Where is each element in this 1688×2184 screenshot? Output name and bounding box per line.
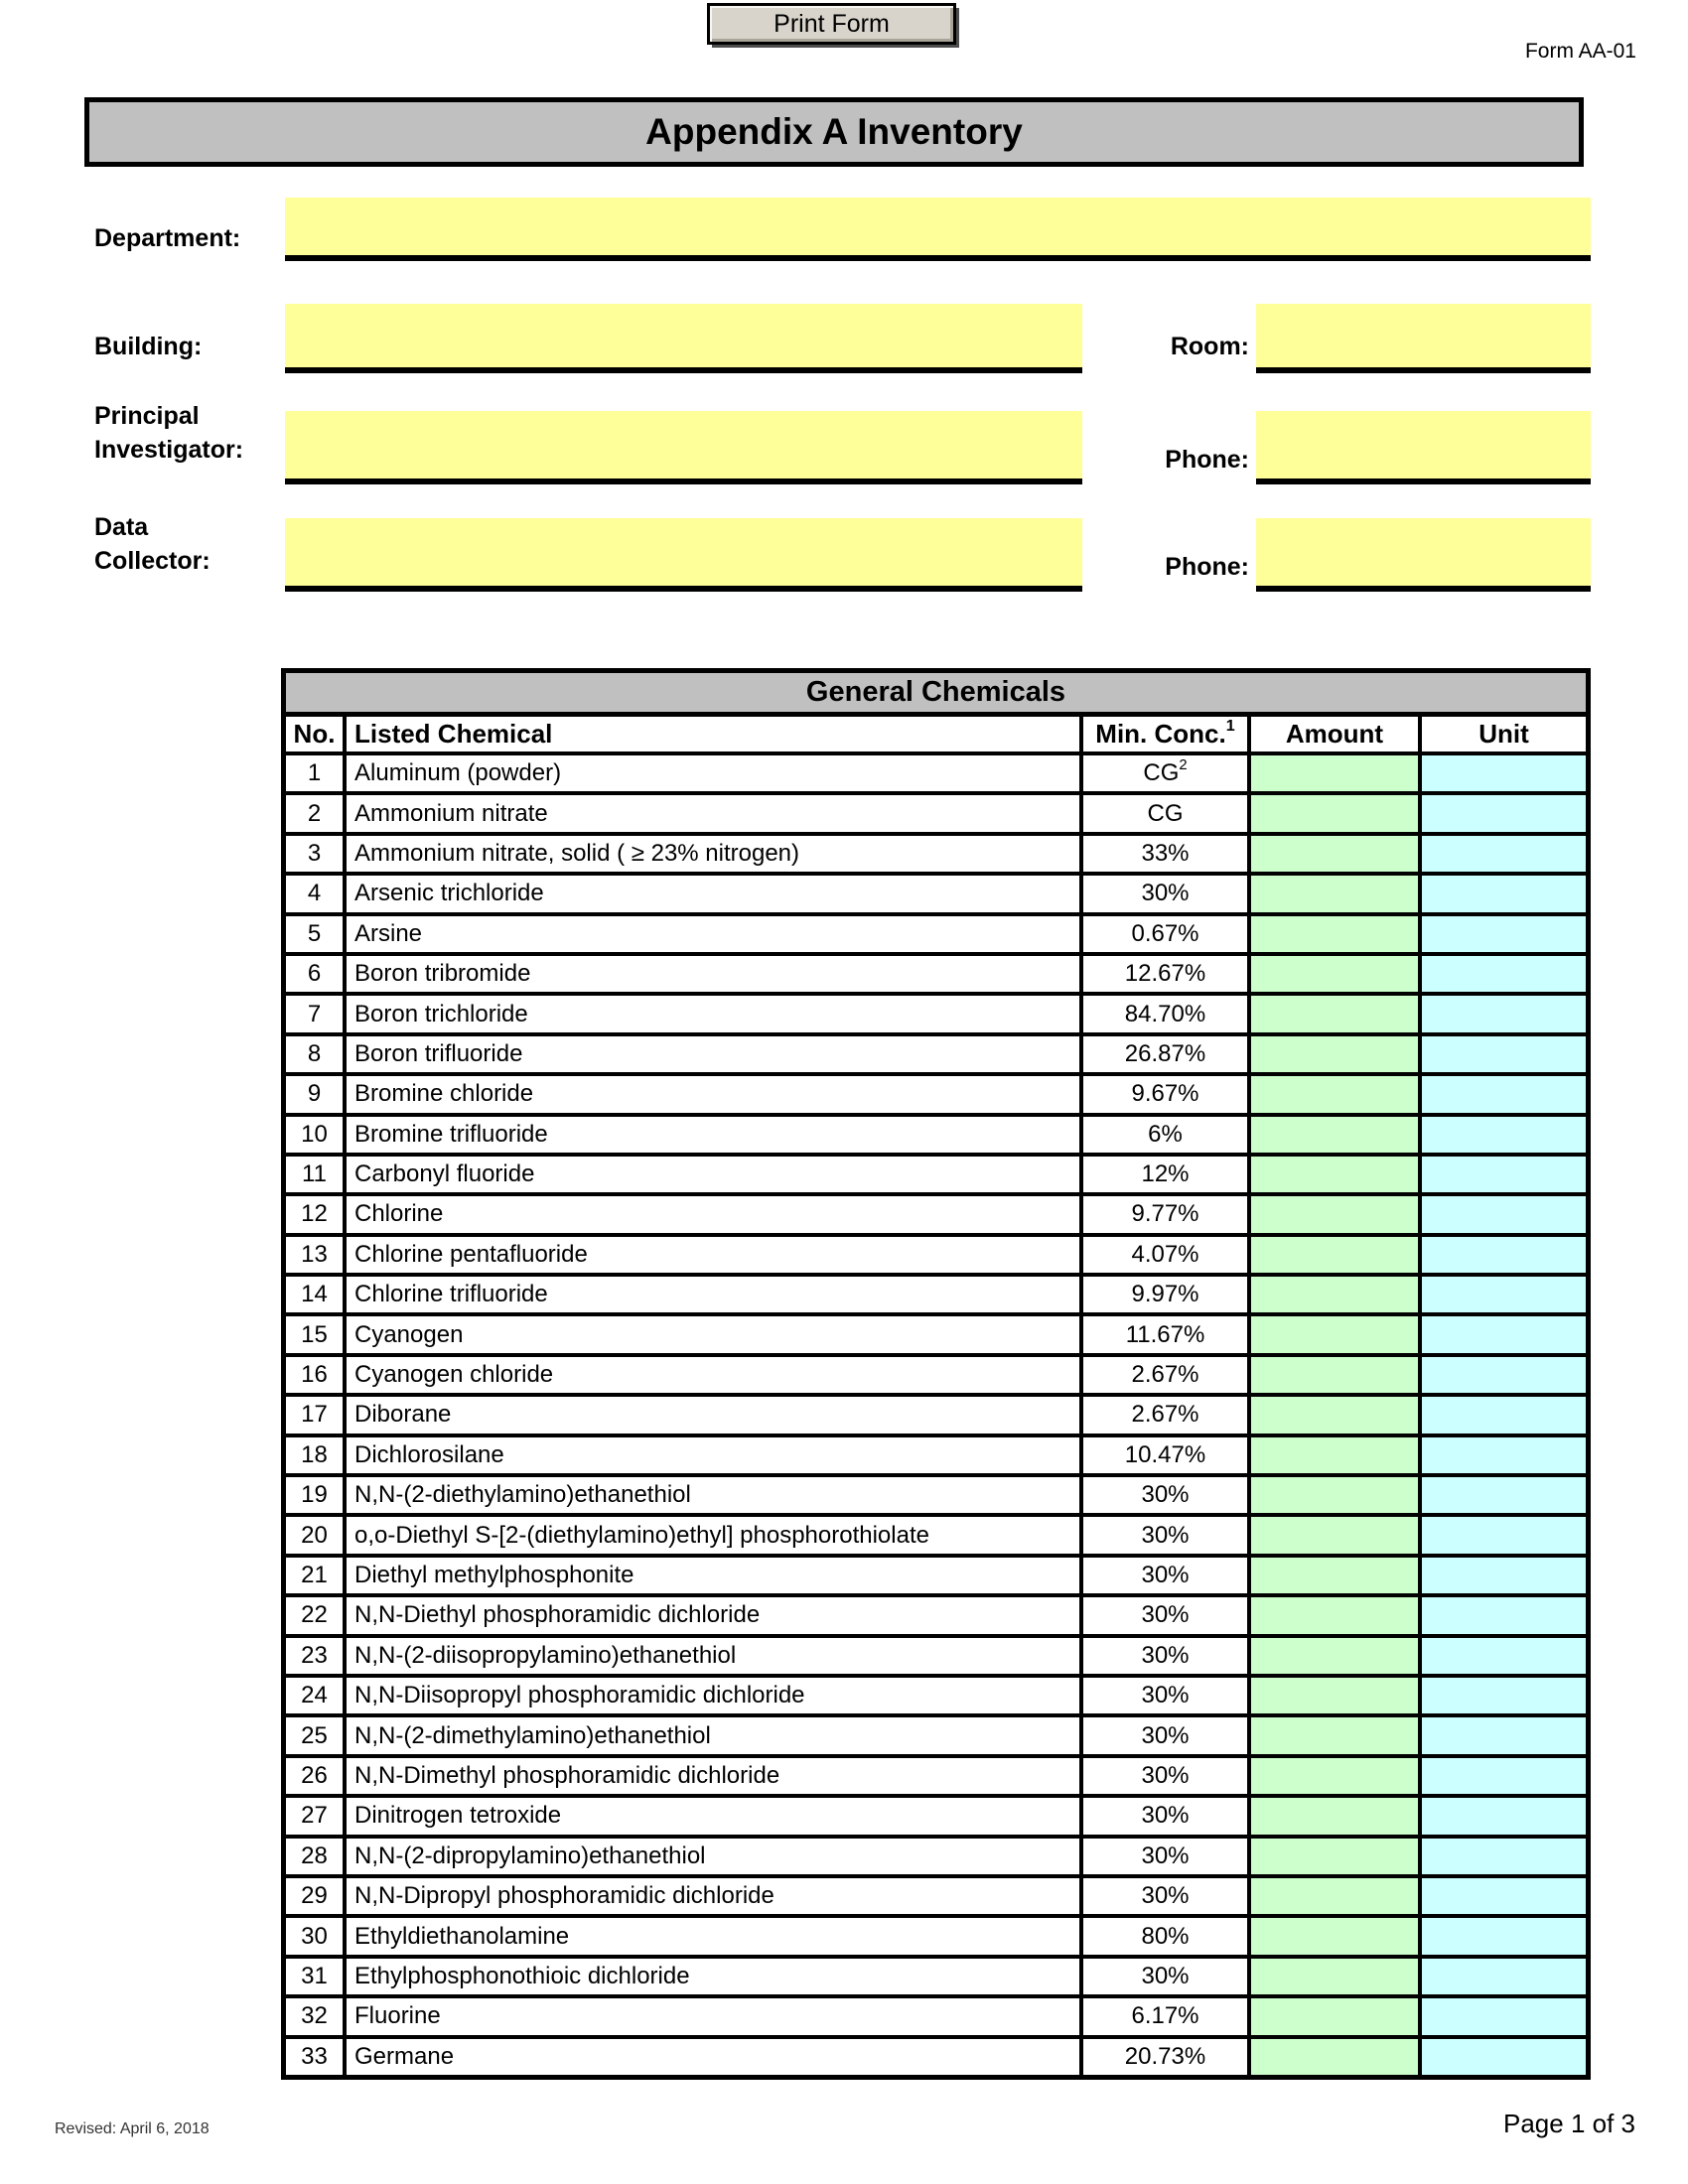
chemical-name: Boron tribromide — [343, 956, 1079, 992]
row-number: 9 — [307, 1080, 322, 1108]
chemical-name: Ethylphosphonothioic dichloride — [343, 1959, 1079, 1994]
unit-input[interactable] — [1418, 836, 1586, 872]
table-row — [286, 1072, 1586, 1112]
row-number: 21 — [301, 1562, 328, 1588]
amount-input[interactable] — [1247, 1517, 1418, 1553]
chemical-name: N,N-Dimethyl phosphoramidic dichloride — [343, 1758, 1079, 1794]
min-conc-text: 80% — [1141, 1922, 1190, 1950]
unit-input[interactable] — [1418, 1196, 1586, 1232]
unit-input[interactable] — [1418, 1117, 1586, 1153]
unit-input[interactable] — [1418, 1878, 1586, 1914]
min-conc-value — [1079, 1157, 1247, 1192]
min-conc-text: 10.47% — [1124, 1440, 1206, 1468]
min-conc-text: 2.67% — [1131, 1401, 1199, 1429]
min-conc-value — [1079, 1638, 1247, 1674]
row-number: 16 — [301, 1361, 328, 1389]
min-conc-text: 30% — [1141, 1641, 1190, 1669]
chemical-name: N,N-Diisopropyl phosphoramidic dichloride — [343, 1678, 1079, 1713]
dc-phone-input[interactable] — [1256, 518, 1591, 592]
chemical-name: Arsine — [343, 916, 1079, 952]
min-conc-text: CG — [1143, 759, 1180, 787]
min-conc-value — [1079, 795, 1247, 831]
row-number: 10 — [301, 1120, 328, 1148]
min-conc-value — [1079, 876, 1247, 911]
chemical-name: Aluminum (powder) — [343, 755, 1079, 791]
min-conc-text: 30% — [1141, 1601, 1190, 1629]
principal-investigator-input[interactable] — [285, 411, 1082, 484]
row-number: 26 — [301, 1761, 328, 1789]
min-conc-value — [1079, 1918, 1247, 1954]
header-min-conc-text: Min. Conc. — [1095, 719, 1226, 749]
header-unit: Unit — [1418, 717, 1586, 751]
table-header-row — [286, 717, 1586, 751]
min-conc-text: 12.67% — [1124, 960, 1206, 988]
min-conc-value — [1079, 1437, 1247, 1473]
min-conc-value — [1079, 1998, 1247, 2034]
amount-input[interactable] — [1247, 1918, 1418, 1954]
general-chemicals-table — [281, 668, 1591, 2080]
min-conc-text: 30% — [1141, 880, 1190, 907]
table-row — [286, 1794, 1586, 1834]
row-number: 28 — [301, 1842, 328, 1869]
row-number: 13 — [301, 1240, 328, 1268]
table-row — [286, 1192, 1586, 1232]
min-conc-text: 30% — [1141, 1802, 1190, 1830]
unit-input[interactable] — [1418, 1437, 1586, 1473]
page-number-label: Page 1 of 3 — [1503, 2109, 1635, 2138]
row-number: 22 — [301, 1601, 328, 1629]
amount-input[interactable] — [1247, 1878, 1418, 1914]
row-number: 27 — [301, 1802, 328, 1830]
table-row — [286, 1433, 1586, 1473]
unit-input[interactable] — [1418, 1678, 1586, 1713]
min-conc-text: 11.67% — [1125, 1320, 1205, 1348]
min-conc-value — [1079, 836, 1247, 872]
amount-input[interactable] — [1247, 1717, 1418, 1753]
chemical-name: Diethyl methylphosphonite — [343, 1558, 1079, 1593]
table-row — [286, 2035, 1586, 2075]
min-conc-value — [1079, 1798, 1247, 1834]
chemical-name: Ammonium nitrate — [343, 795, 1079, 831]
amount-input[interactable] — [1247, 1036, 1418, 1072]
min-conc-text: 26.87% — [1124, 1039, 1206, 1067]
min-conc-text: 12% — [1141, 1160, 1190, 1188]
min-conc-text: 30% — [1141, 1721, 1190, 1749]
amount-input[interactable] — [1247, 1638, 1418, 1674]
row-number: 25 — [301, 1721, 328, 1749]
row-number: 2 — [307, 799, 322, 827]
table-row — [286, 1754, 1586, 1794]
min-conc-value — [1079, 1277, 1247, 1312]
chemical-name: Carbonyl fluoride — [343, 1157, 1079, 1192]
header-listed-chemical: Listed Chemical — [343, 717, 1079, 751]
min-conc-value — [1079, 1117, 1247, 1153]
print-form-button[interactable]: Print Form — [707, 3, 956, 45]
table-row — [286, 1032, 1586, 1072]
min-conc-text: 6.17% — [1131, 2002, 1199, 2030]
table-row — [286, 1113, 1586, 1153]
table-row — [286, 1153, 1586, 1192]
pi-phone-label: Phone: — [1165, 446, 1249, 474]
table-body — [286, 751, 1586, 2075]
chemical-name: Cyanogen chloride — [343, 1357, 1079, 1393]
chemical-name: Dichlorosilane — [343, 1437, 1079, 1473]
amount-input[interactable] — [1247, 1477, 1418, 1513]
table-row — [286, 1593, 1586, 1633]
header-no: No. — [293, 719, 336, 749]
min-conc-text: 6% — [1148, 1120, 1183, 1148]
unit-input[interactable] — [1418, 1758, 1586, 1794]
table-row — [286, 1273, 1586, 1312]
min-conc-value — [1079, 1597, 1247, 1633]
row-number: 31 — [301, 1962, 328, 1989]
min-conc-value — [1079, 1397, 1247, 1433]
min-conc-value — [1079, 996, 1247, 1031]
min-conc-text: 2.67% — [1131, 1361, 1199, 1389]
min-conc-value — [1079, 1517, 1247, 1553]
unit-input[interactable] — [1418, 1357, 1586, 1393]
amount-input[interactable] — [1247, 1076, 1418, 1112]
amount-input[interactable] — [1247, 1597, 1418, 1633]
row-number: 19 — [301, 1481, 328, 1509]
min-conc-text: 30% — [1141, 1562, 1190, 1588]
row-number: 5 — [307, 919, 322, 947]
unit-input[interactable] — [1418, 876, 1586, 911]
chemical-name: N,N-(2-dipropylamino)ethanethiol — [343, 1839, 1079, 1874]
table-row — [286, 1554, 1586, 1593]
chemical-name: Dinitrogen tetroxide — [343, 1798, 1079, 1834]
min-conc-value — [1079, 1237, 1247, 1273]
min-conc-value — [1079, 1959, 1247, 1994]
min-conc-value — [1079, 1036, 1247, 1072]
min-conc-text: 4.07% — [1131, 1240, 1199, 1268]
table-row — [286, 1674, 1586, 1713]
min-conc-value — [1079, 1076, 1247, 1112]
amount-input[interactable] — [1247, 755, 1418, 791]
row-number: 33 — [301, 2042, 328, 2070]
table-row — [286, 751, 1586, 791]
row-number: 18 — [301, 1440, 328, 1468]
row-number: 6 — [307, 960, 322, 988]
table-title: General Chemicals — [286, 673, 1586, 717]
chemical-name: Cyanogen — [343, 1316, 1079, 1352]
min-conc-text: 30% — [1141, 1761, 1190, 1789]
data-collector-input[interactable] — [285, 518, 1082, 592]
building-label: Building: — [94, 333, 203, 360]
row-number: 4 — [307, 880, 322, 907]
min-conc-text: 30% — [1141, 1481, 1190, 1509]
unit-input[interactable] — [1418, 1839, 1586, 1874]
amount-input[interactable] — [1247, 916, 1418, 952]
table-row — [286, 1393, 1586, 1433]
table-row — [286, 1233, 1586, 1273]
amount-input[interactable] — [1247, 996, 1418, 1031]
table-row — [286, 1473, 1586, 1513]
row-number: 17 — [301, 1401, 328, 1429]
amount-input[interactable] — [1247, 1798, 1418, 1834]
row-number: 32 — [301, 2002, 328, 2030]
department-input[interactable] — [285, 198, 1591, 261]
min-conc-text: 30% — [1141, 1682, 1190, 1709]
min-conc-text: 9.67% — [1131, 1080, 1199, 1108]
amount-input[interactable] — [1247, 2039, 1418, 2075]
chemical-name: Chlorine pentafluoride — [343, 1237, 1079, 1273]
row-number: 20 — [301, 1521, 328, 1549]
unit-input[interactable] — [1418, 1316, 1586, 1352]
amount-input[interactable] — [1247, 1277, 1418, 1312]
chemical-name: N,N-(2-diisopropylamino)ethanethiol — [343, 1638, 1079, 1674]
unit-input[interactable] — [1418, 1477, 1586, 1513]
row-number: 24 — [301, 1682, 328, 1709]
row-number: 12 — [301, 1200, 328, 1228]
min-conc-value — [1079, 1316, 1247, 1352]
amount-input[interactable] — [1247, 1839, 1418, 1874]
amount-input[interactable] — [1247, 1397, 1418, 1433]
chemical-name: Diborane — [343, 1397, 1079, 1433]
amount-input[interactable] — [1247, 836, 1418, 872]
table-row — [286, 992, 1586, 1031]
unit-input[interactable] — [1418, 1717, 1586, 1753]
chemical-name: N,N-(2-diethylamino)ethanethiol — [343, 1477, 1079, 1513]
min-conc-value — [1079, 1839, 1247, 1874]
row-number: 7 — [307, 1000, 322, 1027]
chemical-name: N,N-(2-dimethylamino)ethanethiol — [343, 1717, 1079, 1753]
data-collector-label: Data Collector: — [94, 513, 211, 575]
form-code-label: Form AA-01 — [1524, 40, 1636, 63]
min-conc-text: 33% — [1141, 839, 1190, 867]
chemical-name: o,o-Diethyl S-[2-(diethylamino)ethyl] phosphorothiolate — [343, 1517, 1079, 1553]
unit-input[interactable] — [1418, 1959, 1586, 1994]
table-row — [286, 791, 1586, 831]
page-title: Appendix A Inventory — [84, 97, 1584, 167]
amount-input[interactable] — [1247, 795, 1418, 831]
unit-input[interactable] — [1418, 1558, 1586, 1593]
table-row — [286, 872, 1586, 911]
unit-input[interactable] — [1418, 755, 1586, 791]
min-conc-value — [1079, 1717, 1247, 1753]
min-conc-value — [1079, 956, 1247, 992]
min-conc-value: CG $^2$ — [1079, 755, 1247, 791]
row-number: 14 — [301, 1281, 328, 1308]
unit-input[interactable] — [1418, 1397, 1586, 1433]
department-label: Department: — [94, 224, 241, 252]
amount-input[interactable] — [1247, 876, 1418, 911]
amount-input[interactable] — [1247, 1237, 1418, 1273]
table-row — [286, 1713, 1586, 1753]
unit-input[interactable] — [1418, 2039, 1586, 2075]
min-conc-value — [1079, 1558, 1247, 1593]
min-conc-text: 30% — [1141, 1882, 1190, 1910]
min-conc-value — [1079, 1758, 1247, 1794]
table-row — [286, 1634, 1586, 1674]
amount-input[interactable] — [1247, 1196, 1418, 1232]
chemical-name: Bromine chloride — [343, 1076, 1079, 1112]
min-conc-value — [1079, 916, 1247, 952]
min-conc-text: 0.67% — [1131, 919, 1199, 947]
unit-input[interactable] — [1418, 1998, 1586, 2034]
row-number: 1 — [307, 759, 322, 787]
unit-input[interactable] — [1418, 956, 1586, 992]
unit-input[interactable] — [1418, 1517, 1586, 1553]
building-input[interactable] — [285, 304, 1082, 373]
unit-input[interactable] — [1418, 1798, 1586, 1834]
row-number: 11 — [302, 1160, 327, 1188]
unit-input[interactable] — [1418, 1237, 1586, 1273]
amount-input[interactable] — [1247, 1117, 1418, 1153]
unit-input[interactable] — [1418, 1597, 1586, 1633]
row-number: 3 — [307, 839, 322, 867]
min-conc-text: 30% — [1141, 1842, 1190, 1869]
table-row — [286, 1874, 1586, 1914]
unit-input[interactable] — [1418, 1157, 1586, 1192]
unit-input[interactable] — [1418, 795, 1586, 831]
table-row — [286, 1955, 1586, 1994]
chemical-name: Chlorine trifluoride — [343, 1277, 1079, 1312]
chemical-name: Germane — [343, 2039, 1079, 2075]
chemical-name: Ethyldiethanolamine — [343, 1918, 1079, 1954]
header-min-conc: Min. Conc. $^1$ — [1079, 717, 1247, 751]
unit-input[interactable] — [1418, 1638, 1586, 1674]
room-input[interactable] — [1256, 304, 1591, 373]
unit-input[interactable] — [1418, 1076, 1586, 1112]
chemical-name: Arsenic trichloride — [343, 876, 1079, 911]
amount-input[interactable] — [1247, 1758, 1418, 1794]
row-number: 23 — [301, 1641, 328, 1669]
min-conc-text: 9.97% — [1131, 1281, 1199, 1308]
table-row — [286, 1994, 1586, 2034]
table-row — [286, 1835, 1586, 1874]
min-conc-value — [1079, 1678, 1247, 1713]
amount-input[interactable] — [1247, 956, 1418, 992]
min-conc-value — [1079, 1196, 1247, 1232]
header-amount: Amount — [1247, 717, 1418, 751]
chemical-name: Fluorine — [343, 1998, 1079, 2034]
table-row — [286, 1513, 1586, 1553]
amount-input[interactable] — [1247, 1959, 1418, 1994]
min-conc-value — [1079, 2039, 1247, 2075]
row-number: 8 — [307, 1039, 322, 1067]
min-conc-text: 84.70% — [1124, 1000, 1206, 1027]
chemical-name: Boron trichloride — [343, 996, 1079, 1031]
min-conc-text: 30% — [1141, 1962, 1190, 1989]
min-conc-text: 30% — [1141, 1521, 1190, 1549]
table-row — [286, 1353, 1586, 1393]
row-number: 29 — [301, 1882, 328, 1910]
dc-phone-label: Phone: — [1165, 553, 1249, 581]
chemical-name: Ammonium nitrate, solid ( ≥ 23% nitrogen) — [343, 836, 1079, 872]
amount-input[interactable] — [1247, 1437, 1418, 1473]
unit-input[interactable] — [1418, 1918, 1586, 1954]
amount-input[interactable] — [1247, 1357, 1418, 1393]
min-conc-text: CG — [1147, 799, 1184, 827]
pi-phone-input[interactable] — [1256, 411, 1591, 484]
amount-input[interactable] — [1247, 1558, 1418, 1593]
chemical-name: Bromine trifluoride — [343, 1117, 1079, 1153]
chemical-name: Chlorine — [343, 1196, 1079, 1232]
amount-input[interactable] — [1247, 1678, 1418, 1713]
unit-input[interactable] — [1418, 1036, 1586, 1072]
min-conc-value — [1079, 1477, 1247, 1513]
chemical-name: N,N-Diethyl phosphoramidic dichloride — [343, 1597, 1079, 1633]
min-conc-text: 20.73% — [1124, 2042, 1206, 2070]
row-number: 30 — [301, 1922, 328, 1950]
row-number: 15 — [301, 1320, 328, 1348]
amount-input[interactable] — [1247, 1316, 1418, 1352]
revised-date-label: Revised: April 6, 2018 — [55, 2120, 210, 2137]
min-conc-value — [1079, 1878, 1247, 1914]
principal-investigator-label: Principal Investigator: — [94, 402, 244, 464]
table-row — [286, 1914, 1586, 1954]
amount-input[interactable] — [1247, 1998, 1418, 2034]
table-row — [286, 952, 1586, 992]
table-row — [286, 912, 1586, 952]
min-conc-text: 9.77% — [1131, 1200, 1199, 1228]
unit-input[interactable] — [1418, 916, 1586, 952]
chemical-name: Boron trifluoride — [343, 1036, 1079, 1072]
unit-input[interactable] — [1418, 1277, 1586, 1312]
min-conc-value — [1079, 1357, 1247, 1393]
amount-input[interactable] — [1247, 1157, 1418, 1192]
unit-input[interactable] — [1418, 996, 1586, 1031]
table-row — [286, 1312, 1586, 1352]
room-label: Room: — [1170, 333, 1249, 360]
chemical-name: N,N-Dipropyl phosphoramidic dichloride — [343, 1878, 1079, 1914]
table-row — [286, 832, 1586, 872]
